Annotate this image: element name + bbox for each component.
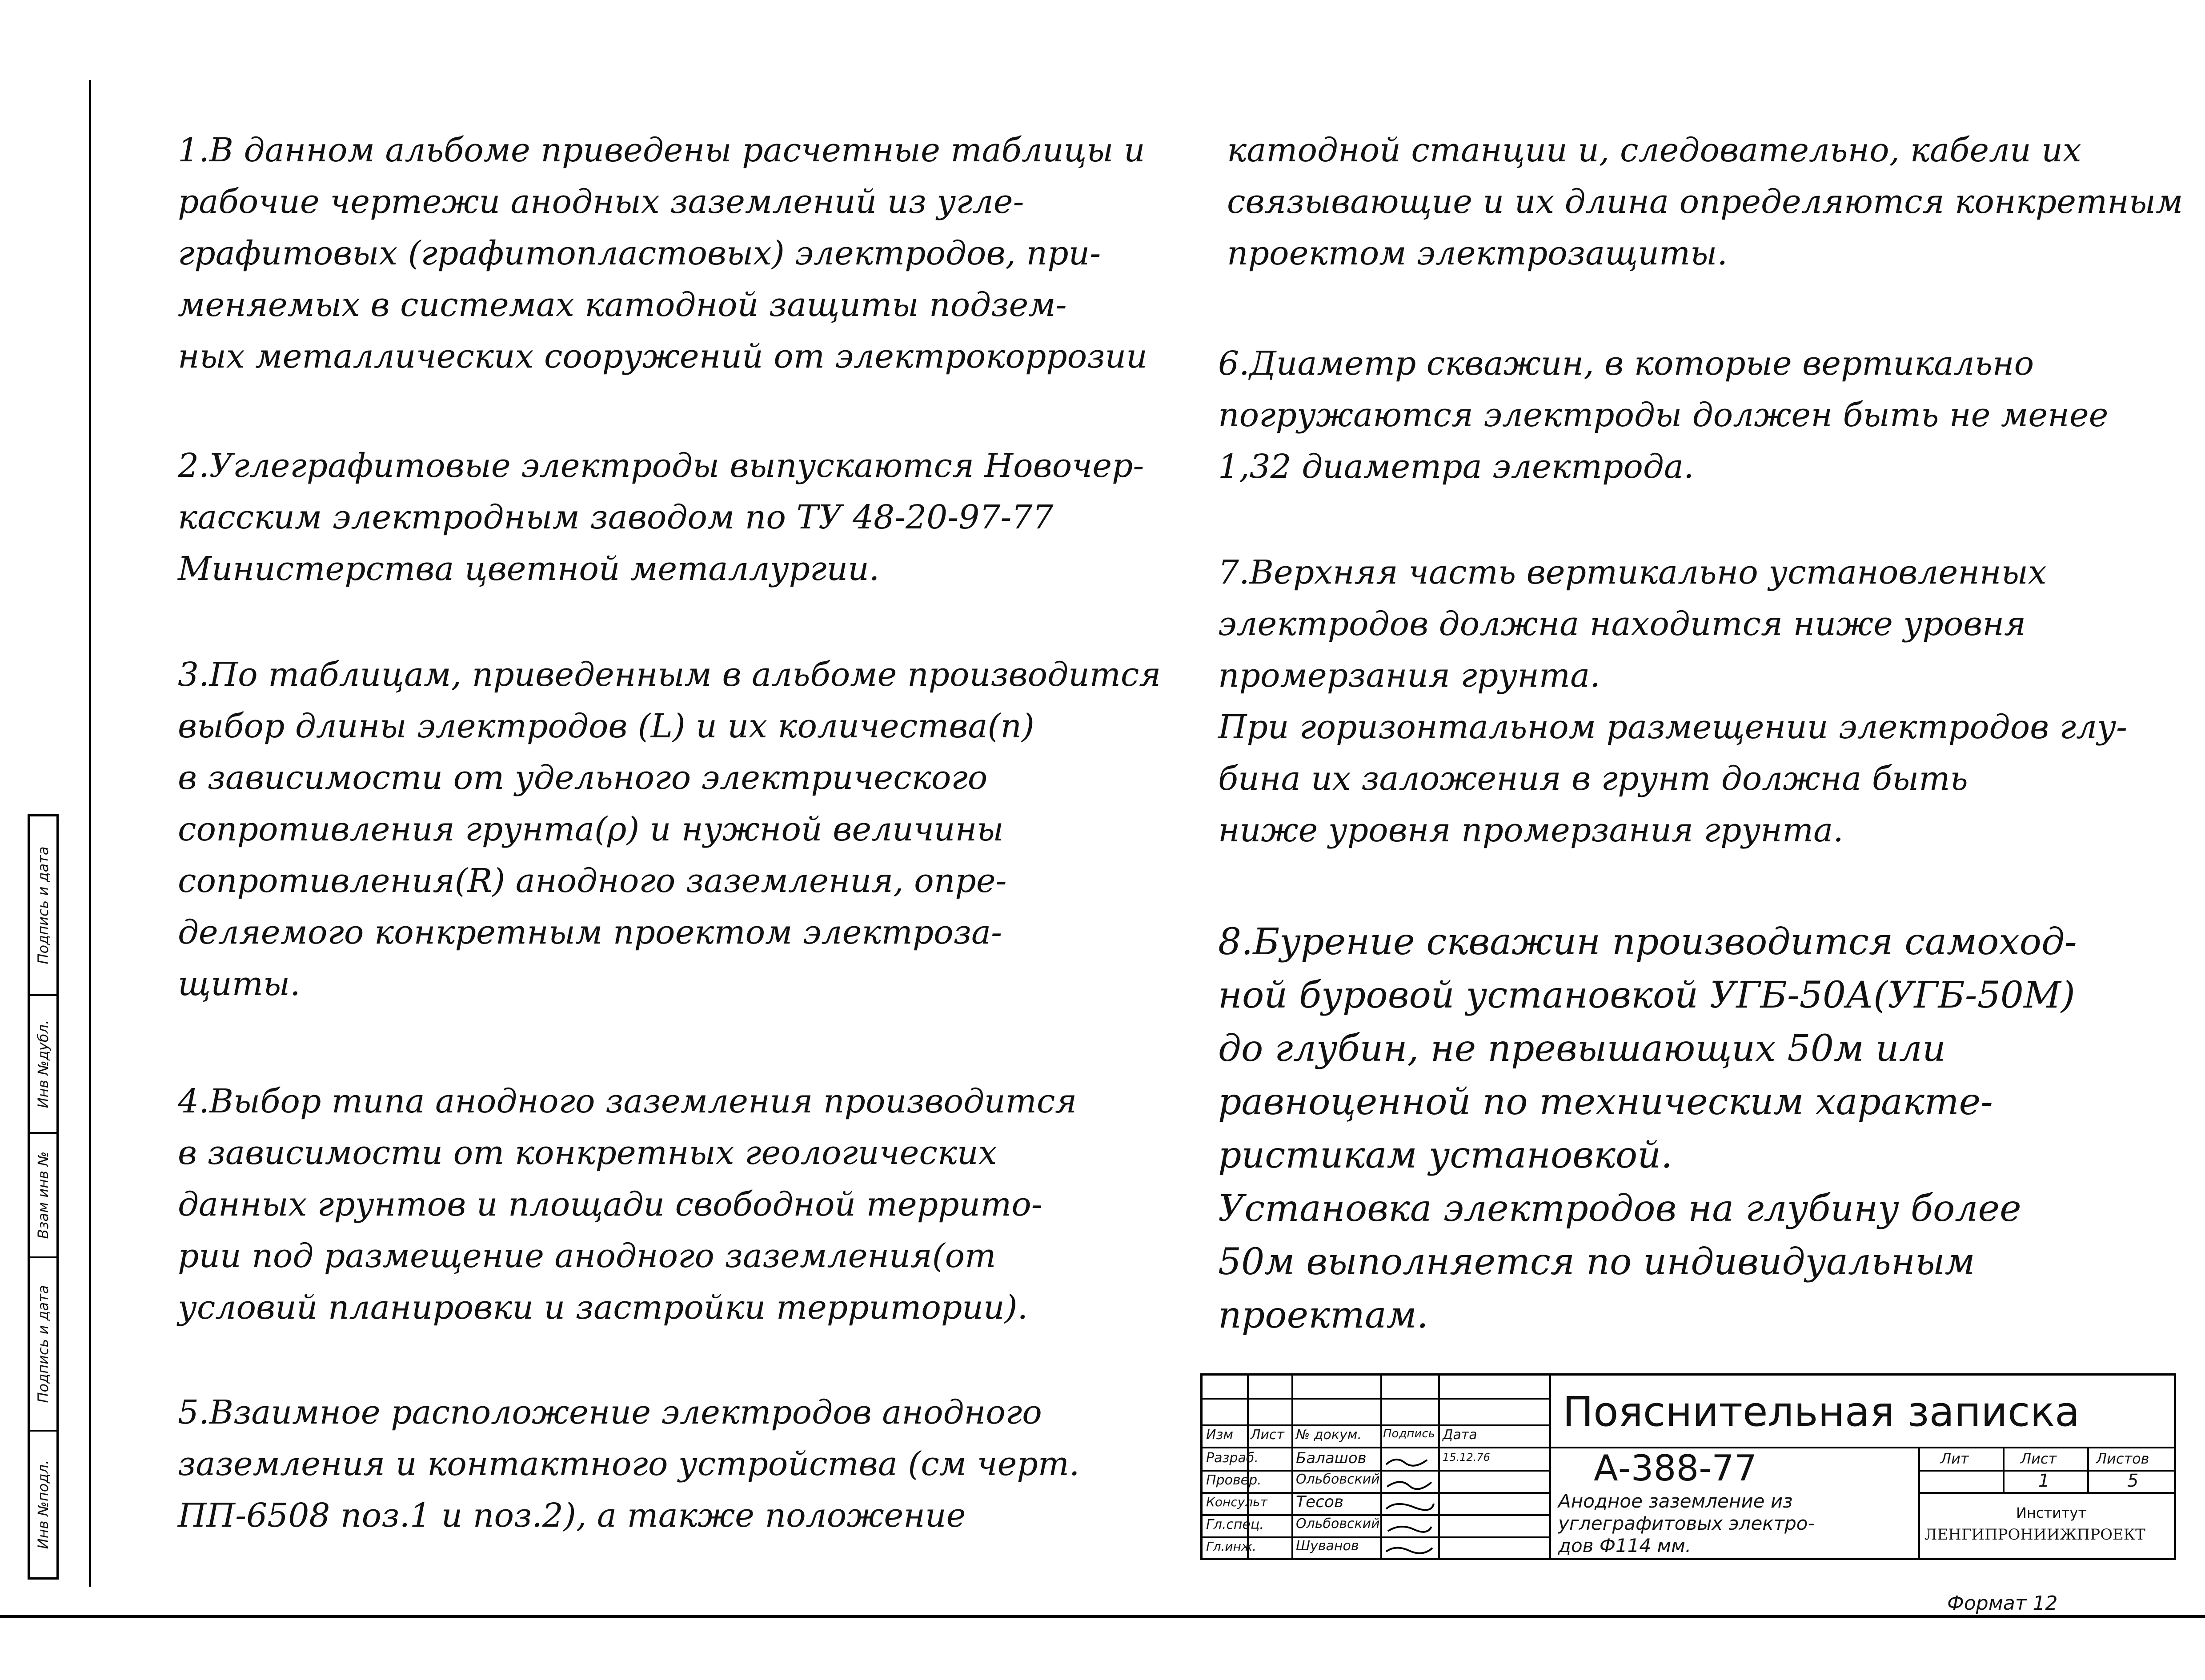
signature-marks bbox=[1383, 1447, 1436, 1558]
text-line: При горизонтальном размещении электродов глу- bbox=[1218, 708, 2128, 746]
header-change: Изм bbox=[1206, 1427, 1234, 1443]
grid-line bbox=[1549, 1376, 1551, 1558]
stamp-label: Подпись и дата bbox=[35, 1285, 52, 1403]
text-line: Установка электродов на глубину более bbox=[1218, 1188, 2021, 1230]
stamp-label: Подпись и дата bbox=[35, 846, 52, 964]
role-name: Балашов bbox=[1296, 1449, 1367, 1467]
title-block bbox=[1200, 1373, 2176, 1560]
text-line: равноценной по техническим характе- bbox=[1218, 1081, 1993, 1123]
role-label: Гл.спец. bbox=[1206, 1517, 1264, 1532]
text-line: 5.Взаимное расположение электродов анодного bbox=[178, 1393, 1042, 1432]
grid-line bbox=[1918, 1447, 1920, 1558]
description-line: углеграфитовых электро- bbox=[1558, 1512, 1815, 1534]
stamp-cell-signature-1 bbox=[30, 1256, 56, 1430]
text-line: Министерства цветной металлургии. bbox=[178, 550, 880, 588]
grid-line bbox=[1203, 1398, 1549, 1400]
stamp-label: Инв №подл. bbox=[35, 1460, 52, 1549]
sheet-value: 1 bbox=[2038, 1471, 2050, 1491]
text-line: заземления и контактного устройства (см черт. bbox=[178, 1445, 1080, 1483]
text-line: условий планировки и застройки территории). bbox=[178, 1288, 1028, 1327]
text-line: касским электродным заводом по ТУ 48-20-97-77 bbox=[178, 498, 1054, 536]
description-line: Анодное заземление из bbox=[1558, 1490, 1793, 1512]
text-line: данных грунтов и площади свободной террито- bbox=[178, 1185, 1042, 1224]
text-line: графитовых (графитопластовых) электродов, при- bbox=[178, 234, 1101, 272]
grid-line bbox=[1380, 1376, 1382, 1558]
bottom-border-line bbox=[0, 1615, 2205, 1618]
grid-line bbox=[2087, 1447, 2089, 1492]
text-line: щиты. bbox=[178, 965, 301, 1003]
text-line: 1.В данном альбоме приведены расчетные таблицы и bbox=[178, 131, 1145, 169]
document-number: А-388-77 bbox=[1594, 1448, 1757, 1489]
role-date: 15.12.76 bbox=[1443, 1451, 1490, 1464]
paragraph-8 bbox=[1218, 916, 2077, 1342]
text-line: катодной станции и, следовательно, кабели их bbox=[1227, 131, 2081, 169]
stamp-cell-duplicate-inv bbox=[30, 994, 56, 1132]
text-line: деляемого конкретным проектом электроза- bbox=[178, 913, 1002, 952]
text-line: 50м выполняется по индивидуальным bbox=[1218, 1241, 1975, 1283]
stamp-label: Взам инв № bbox=[35, 1151, 52, 1239]
text-line: выбор длины электродов (L) и их количества(n) bbox=[178, 707, 1034, 745]
text-line: до глубин, не превышающих 50м или bbox=[1218, 1028, 1946, 1070]
stamp-cell-signature-2 bbox=[30, 816, 56, 994]
role-label: Гл.инж. bbox=[1206, 1539, 1257, 1554]
format-underline bbox=[1938, 1616, 2085, 1618]
sheets-header: Листов bbox=[2096, 1450, 2149, 1467]
grid-line bbox=[1918, 1492, 2174, 1494]
stage-header: Лит bbox=[1940, 1450, 1969, 1467]
text-line: ных металлических сооружений от электрокоррозии bbox=[178, 337, 1147, 376]
document-title: Пояснительная записка bbox=[1563, 1388, 2080, 1436]
role-label: Консульт bbox=[1206, 1495, 1267, 1509]
grid-line bbox=[1203, 1536, 1549, 1538]
paragraph-4 bbox=[178, 1076, 1077, 1333]
paragraph-1 bbox=[178, 124, 1147, 382]
text-line: проектам. bbox=[1218, 1294, 1428, 1336]
text-line: 2.Углеграфитовые электроды выпускаются Новочер- bbox=[178, 447, 1144, 485]
organization-label: Институт bbox=[2016, 1504, 2087, 1521]
paragraph-2 bbox=[178, 440, 1144, 595]
side-stamp bbox=[28, 814, 59, 1580]
text-line: сопротивления(R) анодного заземления, опре- bbox=[178, 862, 1007, 900]
header-signature: Подпись bbox=[1383, 1427, 1435, 1440]
grid-line bbox=[1203, 1424, 1549, 1426]
grid-line bbox=[1291, 1376, 1293, 1558]
text-line: меняемых в системах катодной защиты подзем- bbox=[178, 286, 1067, 324]
role-name: Шуванов bbox=[1296, 1538, 1359, 1554]
header-doc-number: № докум. bbox=[1296, 1427, 1362, 1443]
text-line: рабочие чертежи анодных заземлений из угле- bbox=[178, 183, 1024, 221]
role-label: Провер. bbox=[1206, 1472, 1262, 1488]
text-line: сопротивления грунта(ρ) и нужной величины bbox=[178, 810, 1004, 848]
stamp-label: Инв №дубл. bbox=[35, 1020, 52, 1108]
grid-line bbox=[1203, 1447, 1549, 1448]
text-line: 7.Верхняя часть вертикально установленных bbox=[1218, 553, 2047, 592]
text-line: 3.По таблицам, приведенным в альбоме производится bbox=[178, 656, 1161, 694]
paragraph-5 bbox=[178, 1387, 1079, 1541]
text-line: ниже уровня промерзания грунта. bbox=[1218, 811, 1844, 849]
role-label: Разраб. bbox=[1206, 1450, 1259, 1466]
organization-name: ЛЕНГИПРОНИИЖПРОЕКТ bbox=[1924, 1526, 2145, 1544]
text-line: ристикам установкой. bbox=[1218, 1134, 1673, 1176]
stamp-cell-replacement-inv bbox=[30, 1132, 56, 1256]
text-line: связывающие и их длина определяются конкретным bbox=[1227, 183, 2183, 221]
text-line: в зависимости от конкретных геологических bbox=[178, 1134, 997, 1172]
role-name: Тесов bbox=[1296, 1493, 1344, 1511]
grid-line bbox=[1203, 1492, 1549, 1494]
paragraph-6 bbox=[1218, 338, 2108, 492]
text-line: 6.Диаметр скважин, в которые вертикально bbox=[1218, 344, 2034, 383]
text-line: ПП-6508 поз.1 и поз.2), а также положение bbox=[178, 1496, 966, 1535]
text-line: ной буровой установкой УГБ-50А(УГБ-50М) bbox=[1218, 974, 2075, 1016]
sheets-value: 5 bbox=[2127, 1471, 2139, 1491]
grid-line bbox=[2003, 1447, 2005, 1492]
sheet-header: Лист bbox=[2021, 1450, 2057, 1467]
header-sheet: Лист bbox=[1251, 1427, 1285, 1443]
grid-line bbox=[1438, 1376, 1440, 1558]
text-line: рии под размещение анодного заземления(от bbox=[178, 1237, 996, 1275]
paragraph-5-continued bbox=[1227, 124, 2183, 279]
text-line: погружаются электроды должен быть не менее bbox=[1218, 396, 2109, 434]
text-line: электродов должна находится ниже уровня bbox=[1218, 605, 2026, 643]
text-line: бина их заложения в грунт должна быть bbox=[1218, 760, 1968, 798]
paragraph-7 bbox=[1218, 547, 2127, 856]
description-line: дов Ф114 мм. bbox=[1558, 1535, 1692, 1556]
format-label: Формат 12 bbox=[1947, 1592, 2058, 1615]
text-line: 1,32 диаметра электрода. bbox=[1218, 448, 1694, 486]
stamp-cell-orig-inv bbox=[30, 1430, 56, 1577]
role-name: Ольбовский bbox=[1296, 1516, 1380, 1532]
header-date: Дата bbox=[1443, 1427, 1477, 1443]
text-line: 4.Выбор типа анодного заземления производится bbox=[178, 1082, 1077, 1120]
text-line: промерзания грунта. bbox=[1218, 656, 1600, 695]
left-margin-line bbox=[89, 80, 91, 1587]
text-line: 8.Бурение скважин производится самоход- bbox=[1218, 921, 2077, 963]
text-line: в зависимости от удельного электрического bbox=[178, 759, 988, 797]
role-name: Ольбовский bbox=[1296, 1472, 1380, 1487]
text-line: проектом электрозащиты. bbox=[1227, 234, 1728, 272]
paragraph-3 bbox=[178, 649, 1161, 1010]
